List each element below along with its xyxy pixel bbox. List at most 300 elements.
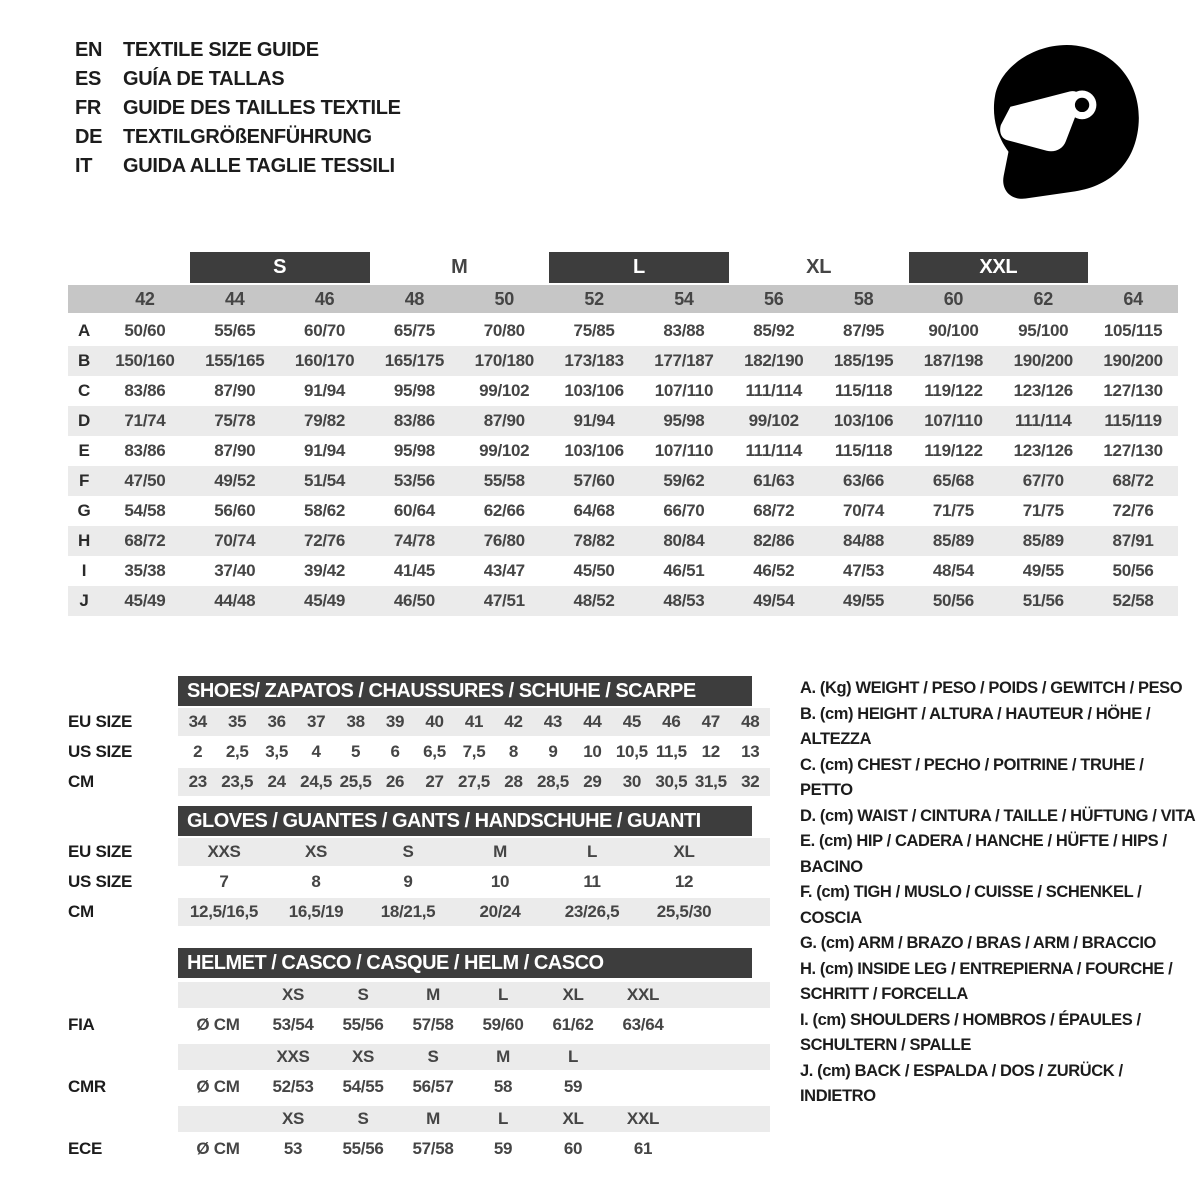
language-row <box>75 94 401 123</box>
helmet-size: L <box>497 1109 509 1128</box>
numeric-size: 52 <box>584 288 604 309</box>
measure-cell: 35/38 <box>124 561 166 580</box>
size-cell: 6,5 <box>423 742 446 761</box>
measure-cell: 56/60 <box>214 501 256 520</box>
size-cell: 23 <box>188 772 207 791</box>
measure-cell: 170/180 <box>474 351 534 370</box>
helmet-value: 61 <box>633 1139 653 1158</box>
size-cell: 25,5 <box>339 772 372 791</box>
measure-cell: 50/56 <box>932 591 974 610</box>
helmet-value: 55/56 <box>342 1015 384 1034</box>
size-row-values <box>178 838 770 866</box>
size-row <box>68 868 778 896</box>
measure-cell: 75/78 <box>214 411 256 430</box>
size-cell: 12 <box>701 742 720 761</box>
size-cell: 11 <box>583 872 601 891</box>
helmet-size-section <box>68 948 778 1164</box>
measure-cell: 83/86 <box>393 411 435 430</box>
helmet-value: 53/54 <box>272 1015 314 1034</box>
measure-cell: 76/80 <box>483 531 525 550</box>
measure-cell: 123/126 <box>1013 441 1073 460</box>
measure-cell: 173/183 <box>564 351 624 370</box>
size-cell: 2,5 <box>225 742 249 761</box>
helmet-size: L <box>497 985 509 1004</box>
measure-cell: 155/165 <box>205 351 265 370</box>
measure-cell: 58/62 <box>304 501 346 520</box>
helmet-value: 52/53 <box>272 1077 314 1096</box>
measure-row-b <box>68 346 1178 376</box>
helmet-standard-fia <box>68 982 778 1040</box>
measure-cell: 47/53 <box>843 561 885 580</box>
measure-cell: 127/130 <box>1103 381 1163 400</box>
size-cell: 37 <box>306 712 326 731</box>
size-cell: 23,5 <box>221 772 254 791</box>
size-cell: 40 <box>425 712 444 731</box>
size-cell: 20/24 <box>479 902 521 921</box>
helmet-standard-ece <box>68 1106 778 1164</box>
language-title: GUIDE DES TAILLES TEXTILE <box>123 97 401 119</box>
measurement-legend <box>800 676 1198 1110</box>
language-title: TEXTILGRÖßENFÜHRUNG <box>123 126 372 148</box>
measure-cell: 49/55 <box>843 591 885 610</box>
measure-cell: 49/52 <box>214 471 256 490</box>
size-cell: 8 <box>311 872 321 891</box>
size-cell: 10 <box>583 742 602 761</box>
measure-cell: 103/106 <box>833 411 894 430</box>
legend-item: G. (cm) ARM / BRAZO / BRAS / ARM / BRACCIO <box>800 934 1156 952</box>
measure-cell: 45/50 <box>573 561 615 580</box>
measure-row-label: H <box>78 531 90 550</box>
measure-cell: 71/75 <box>932 501 974 520</box>
measure-cell: 61/63 <box>753 471 795 490</box>
helmet-section-title: HELMET / CASCO / CASQUE / HELM / CASCO <box>178 948 752 978</box>
measure-cell: 55/58 <box>483 471 525 490</box>
measure-cell: 85/92 <box>753 321 795 340</box>
size-cell: 8 <box>508 742 519 761</box>
helmet-value: 54/55 <box>342 1077 384 1096</box>
size-cell: 6 <box>390 742 400 761</box>
measure-row-label: D <box>78 411 90 430</box>
size-cell: 46 <box>662 712 681 731</box>
size-row-values <box>178 868 770 896</box>
helmet-size: S <box>357 1109 369 1128</box>
size-cell: 31,5 <box>694 772 727 791</box>
measure-cell: 65/68 <box>932 471 974 490</box>
measure-cell: 87/90 <box>214 441 256 460</box>
measure-row-label: F <box>78 471 90 490</box>
measure-cell: 107/110 <box>654 381 714 400</box>
size-cell: 9 <box>403 872 413 891</box>
numeric-size-row <box>68 285 1178 313</box>
measure-cell: 72/76 <box>1112 501 1154 520</box>
helmet-size: S <box>357 985 369 1004</box>
size-cell: 16,5/19 <box>288 902 344 921</box>
helmet-value: 53 <box>283 1139 303 1158</box>
size-cell: 35 <box>228 712 247 731</box>
measure-row-h <box>68 526 1178 556</box>
size-cell: 36 <box>267 712 286 731</box>
measure-cell: 47/51 <box>483 591 525 610</box>
size-cell: 7 <box>219 872 229 891</box>
measure-cell: 39/42 <box>304 561 346 580</box>
measure-cell: 115/118 <box>834 441 893 460</box>
measure-cell: 68/72 <box>124 531 166 550</box>
measure-cell: 90/100 <box>928 321 979 340</box>
helmet-size: L <box>567 1047 579 1066</box>
measure-cell: 52/58 <box>1112 591 1154 610</box>
measure-cell: 46/50 <box>393 591 435 610</box>
measure-cell: 87/95 <box>843 321 885 340</box>
size-cell: 9 <box>548 742 558 761</box>
measure-cell: 83/86 <box>124 381 166 400</box>
size-row <box>68 768 778 796</box>
helmet-size: XL <box>562 985 584 1004</box>
measure-cell: 177/187 <box>654 351 714 370</box>
measure-cell: 187/198 <box>923 351 984 370</box>
measure-cell: 160/170 <box>294 351 355 370</box>
size-cell: 11,5 <box>655 742 687 761</box>
numeric-size: 44 <box>225 288 245 309</box>
size-cell: 30,5 <box>655 772 688 791</box>
size-group-end <box>1088 252 1178 283</box>
legend-item: A. (Kg) WEIGHT / PESO / POIDS / GEWITCH / PESO <box>800 679 1183 697</box>
size-cell: 12 <box>674 872 694 891</box>
gloves-size-section <box>68 806 778 926</box>
measure-cell: 119/122 <box>924 381 983 400</box>
size-row-label: CM <box>68 772 94 791</box>
size-cell: M <box>493 842 507 861</box>
helmet-value: 58 <box>493 1077 513 1096</box>
size-cell: 32 <box>741 772 760 791</box>
language-row <box>75 65 401 94</box>
size-cell: 24,5 <box>300 772 333 791</box>
measure-cell: 78/82 <box>573 531 615 550</box>
measure-row-e <box>68 436 1178 466</box>
measure-cell: 119/122 <box>924 441 983 460</box>
size-cell: 28,5 <box>536 772 569 791</box>
measure-cell: 107/110 <box>924 411 983 430</box>
standard-rows <box>178 1044 770 1102</box>
numeric-size: 48 <box>404 288 425 309</box>
measure-row-i <box>68 556 1178 586</box>
size-group-xl: XL <box>806 256 832 278</box>
standard-sizes-row <box>178 1106 770 1132</box>
size-cell: 10,5 <box>615 742 648 761</box>
standard-values-row <box>178 1134 770 1164</box>
measure-cell: 72/76 <box>304 531 346 550</box>
size-row-label: EU SIZE <box>68 842 133 861</box>
numeric-size: 56 <box>764 288 784 309</box>
helmet-value: 59 <box>563 1077 583 1096</box>
numeric-size: 46 <box>314 288 335 309</box>
size-group-header-row <box>68 252 1178 283</box>
measure-cell: 95/98 <box>663 411 705 430</box>
size-group-m: M <box>451 256 468 278</box>
measure-cell: 91/94 <box>573 411 615 430</box>
size-cell: 7,5 <box>462 742 486 761</box>
size-group-xxl: XXL <box>909 252 1089 283</box>
measure-cell: 105/115 <box>1103 321 1163 340</box>
measure-cell: 59/62 <box>663 471 705 490</box>
standard-rows <box>178 1106 770 1164</box>
legend-item: I. (cm) SHOULDERS / HOMBROS / ÉPAULES / SCHULTERN / SPALLE <box>800 1010 1141 1054</box>
measure-cell: 91/94 <box>304 441 346 460</box>
measure-row-label: A <box>78 321 90 340</box>
size-row-values <box>178 738 770 766</box>
helmet-value: 55/56 <box>342 1139 384 1158</box>
language-code: DE <box>75 126 103 148</box>
size-cell: 12,5/16,5 <box>189 902 259 921</box>
size-cell: 48 <box>741 712 760 731</box>
measure-cell: 111/114 <box>745 441 803 460</box>
measure-cell: 60/70 <box>304 321 346 340</box>
measure-row-label: G <box>77 501 91 520</box>
measure-cell: 70/74 <box>843 501 885 520</box>
helmet-size: XXL <box>626 1109 660 1128</box>
size-cell: L <box>586 842 598 861</box>
numeric-size: 54 <box>674 288 694 309</box>
size-cell: 3,5 <box>265 742 289 761</box>
legend-item: C. (cm) CHEST / PECHO / POITRINE / TRUHE / PETTO <box>800 755 1144 799</box>
helmet-value: 56/57 <box>412 1077 454 1096</box>
measure-cell: 46/51 <box>663 561 705 580</box>
measure-cell: 51/54 <box>304 471 346 490</box>
measure-cell: 68/72 <box>1112 471 1154 490</box>
language-row <box>75 152 401 181</box>
size-row-values <box>178 898 770 926</box>
size-cell: 27 <box>425 772 444 791</box>
legend-item: D. (cm) WAIST / CINTURA / TAILLE / HÜFTUNG / VITA <box>800 806 1196 825</box>
helmet-size: XS <box>281 985 305 1004</box>
size-cell: XS <box>304 842 328 861</box>
measure-cell: 63/66 <box>843 471 885 490</box>
size-cell: XXS <box>207 842 241 861</box>
size-cell: 10 <box>490 872 510 891</box>
measurement-rows <box>68 316 1178 616</box>
measure-cell: 45/49 <box>124 591 166 610</box>
helmet-size: XL <box>562 1109 584 1128</box>
numeric-size: 50 <box>494 288 514 309</box>
helmet-size: M <box>426 1109 440 1128</box>
measure-cell: 66/70 <box>663 501 705 520</box>
measure-cell: 43/47 <box>483 561 525 580</box>
legend-item: J. (cm) BACK / ESPALDA / DOS / ZURÜCK / INDIETRO <box>800 1061 1123 1105</box>
size-cell: 24 <box>267 772 286 791</box>
size-group-s: S <box>190 252 370 283</box>
measure-cell: 68/72 <box>753 501 795 520</box>
size-cell: 26 <box>385 772 405 791</box>
measure-cell: 85/89 <box>1022 531 1064 550</box>
measure-cell: 83/86 <box>124 441 166 460</box>
size-cell: 39 <box>385 712 405 731</box>
language-code: IT <box>75 155 93 177</box>
measure-cell: 85/89 <box>932 531 974 550</box>
measure-cell: 70/74 <box>214 531 256 550</box>
language-code: FR <box>75 97 102 119</box>
measure-cell: 115/119 <box>1104 411 1162 430</box>
size-row-label: US SIZE <box>68 742 133 761</box>
measure-row-label: I <box>81 561 87 580</box>
standard-sizes-row <box>178 982 770 1008</box>
size-cell: S <box>402 842 414 861</box>
numeric-size: 64 <box>1123 288 1143 309</box>
shoes-size-section <box>68 676 778 796</box>
size-cell: 23/26,5 <box>564 902 620 921</box>
measure-cell: 46/52 <box>753 561 795 580</box>
measure-cell: 65/75 <box>393 321 435 340</box>
measure-cell: 84/88 <box>843 531 885 550</box>
size-cell: XL <box>673 842 695 861</box>
legend-item: F. (cm) TIGH / MUSLO / CUISSE / SCHENKEL / COSCIA <box>800 883 1142 927</box>
standard-sizes-row <box>178 1044 770 1070</box>
size-row-values <box>178 708 770 736</box>
language-title-list <box>75 36 401 181</box>
measure-cell: 60/64 <box>393 501 435 520</box>
helmet-value: 57/58 <box>412 1139 454 1158</box>
measure-row-a <box>68 316 1178 346</box>
measure-cell: 103/106 <box>564 441 624 460</box>
helmet-value: 57/58 <box>412 1015 454 1034</box>
shoes-size-rows <box>68 708 778 796</box>
size-cell: 28 <box>504 772 523 791</box>
size-cell: 38 <box>346 712 365 731</box>
measure-cell: 83/88 <box>663 321 705 340</box>
size-row-label: US SIZE <box>68 872 133 891</box>
measure-cell: 99/102 <box>479 441 530 460</box>
measure-cell: 50/60 <box>124 321 166 340</box>
size-row <box>68 898 778 926</box>
language-row <box>75 123 401 152</box>
measure-cell: 123/126 <box>1013 381 1073 400</box>
measure-cell: 48/52 <box>573 591 615 610</box>
size-row-label: CM <box>68 902 94 921</box>
numeric-size: 58 <box>853 288 874 309</box>
standard-values-row <box>178 1010 770 1040</box>
measure-cell: 95/100 <box>1018 321 1069 340</box>
measure-cell: 49/54 <box>753 591 795 610</box>
standard-rows <box>178 982 770 1040</box>
measure-cell: 45/49 <box>304 591 346 610</box>
measure-cell: 182/190 <box>744 351 804 370</box>
legend-item: H. (cm) INSIDE LEG / ENTREPIERNA / FOURCHE / SCHRITT / FORCELLA <box>800 959 1173 1003</box>
size-cell: 42 <box>504 712 523 731</box>
size-cell: 29 <box>583 772 602 791</box>
measure-cell: 150/160 <box>115 351 175 370</box>
helmet-size: M <box>426 985 440 1004</box>
measure-cell: 190/200 <box>1013 351 1073 370</box>
measure-cell: 127/130 <box>1103 441 1163 460</box>
measure-cell: 49/55 <box>1022 561 1064 580</box>
measure-row-label: C <box>78 381 90 400</box>
measure-row-g <box>68 496 1178 526</box>
size-cell: 18/21,5 <box>380 902 436 921</box>
measure-cell: 50/56 <box>1112 561 1154 580</box>
measure-cell: 95/98 <box>393 381 435 400</box>
measure-cell: 48/53 <box>663 591 705 610</box>
helmet-value: 61/62 <box>552 1015 594 1034</box>
measure-cell: 44/48 <box>214 591 256 610</box>
measure-cell: 91/94 <box>304 381 346 400</box>
shoes-section-title: SHOES/ ZAPATOS / CHAUSSURES / SCHUHE / SCARPE <box>178 676 752 706</box>
size-cell: 30 <box>622 772 642 791</box>
gloves-size-rows <box>68 838 778 926</box>
size-row-values <box>178 768 770 796</box>
measure-cell: 87/90 <box>483 411 525 430</box>
racing-helmet-icon <box>974 38 1150 210</box>
numeric-size: 62 <box>1033 288 1053 309</box>
measure-cell: 80/84 <box>663 531 705 550</box>
measure-row-label: E <box>78 441 90 460</box>
helmet-value: 63/64 <box>622 1015 664 1034</box>
numeric-size: 42 <box>135 288 155 309</box>
measure-cell: 64/68 <box>573 501 615 520</box>
size-group-spacer <box>68 252 190 283</box>
measure-cell: 107/110 <box>654 441 714 460</box>
measure-cell: 74/78 <box>393 531 435 550</box>
measure-cell: 62/66 <box>483 501 525 520</box>
helmet-size: M <box>496 1047 510 1066</box>
helmet-size: XXS <box>276 1047 310 1066</box>
measure-row-label: J <box>79 591 89 610</box>
size-cell: 25,5/30 <box>656 902 712 921</box>
language-title: GUÍA DE TALLAS <box>123 68 285 90</box>
size-row <box>68 708 778 736</box>
measure-row-f <box>68 466 1178 496</box>
measure-cell: 53/56 <box>393 471 435 490</box>
size-cell: 4 <box>311 742 321 761</box>
measure-cell: 115/118 <box>834 381 893 400</box>
gloves-section-title: GLOVES / GUANTES / GANTS / HANDSCHUHE / GUANTI <box>178 806 752 836</box>
size-cell: 41 <box>464 712 484 731</box>
numeric-size: 60 <box>943 288 964 309</box>
standard-values-row <box>178 1072 770 1102</box>
standard-label: ECE <box>68 1139 103 1158</box>
language-title: GUIDA ALLE TAGLIE TESSILI <box>123 155 395 177</box>
measure-cell: 87/91 <box>1112 531 1154 550</box>
size-cell: 34 <box>188 712 207 731</box>
measure-row-c <box>68 376 1178 406</box>
helmet-value: 59 <box>493 1139 513 1158</box>
helmet-value: 60 <box>563 1139 583 1158</box>
measure-cell: 67/70 <box>1022 471 1064 490</box>
helmet-standards-rows <box>68 982 778 1164</box>
unit-label: Ø CM <box>196 1015 240 1034</box>
size-cell: 44 <box>583 712 602 731</box>
measure-row-d <box>68 406 1178 436</box>
size-row <box>68 738 778 766</box>
measure-cell: 71/75 <box>1022 501 1064 520</box>
helmet-standard-cmr <box>68 1044 778 1102</box>
helmet-value: 59/60 <box>482 1015 524 1034</box>
helmet-size: XXL <box>626 985 660 1004</box>
measure-cell: 87/90 <box>214 381 256 400</box>
unit-label: Ø CM <box>196 1077 240 1096</box>
measure-cell: 185/195 <box>833 351 894 370</box>
unit-label: Ø CM <box>196 1139 240 1158</box>
measure-cell: 41/45 <box>393 561 435 580</box>
size-cell: 43 <box>543 712 563 731</box>
size-row-label: EU SIZE <box>68 712 133 731</box>
measure-cell: 75/85 <box>573 321 615 340</box>
racing-helmet-graphic <box>974 38 1150 210</box>
measure-cell: 51/56 <box>1022 591 1064 610</box>
language-code: ES <box>75 68 102 90</box>
size-row <box>68 838 778 866</box>
textile-size-table <box>68 252 1178 616</box>
measure-cell: 54/58 <box>124 501 166 520</box>
measure-cell: 190/200 <box>1103 351 1163 370</box>
size-cell: 5 <box>351 742 361 761</box>
